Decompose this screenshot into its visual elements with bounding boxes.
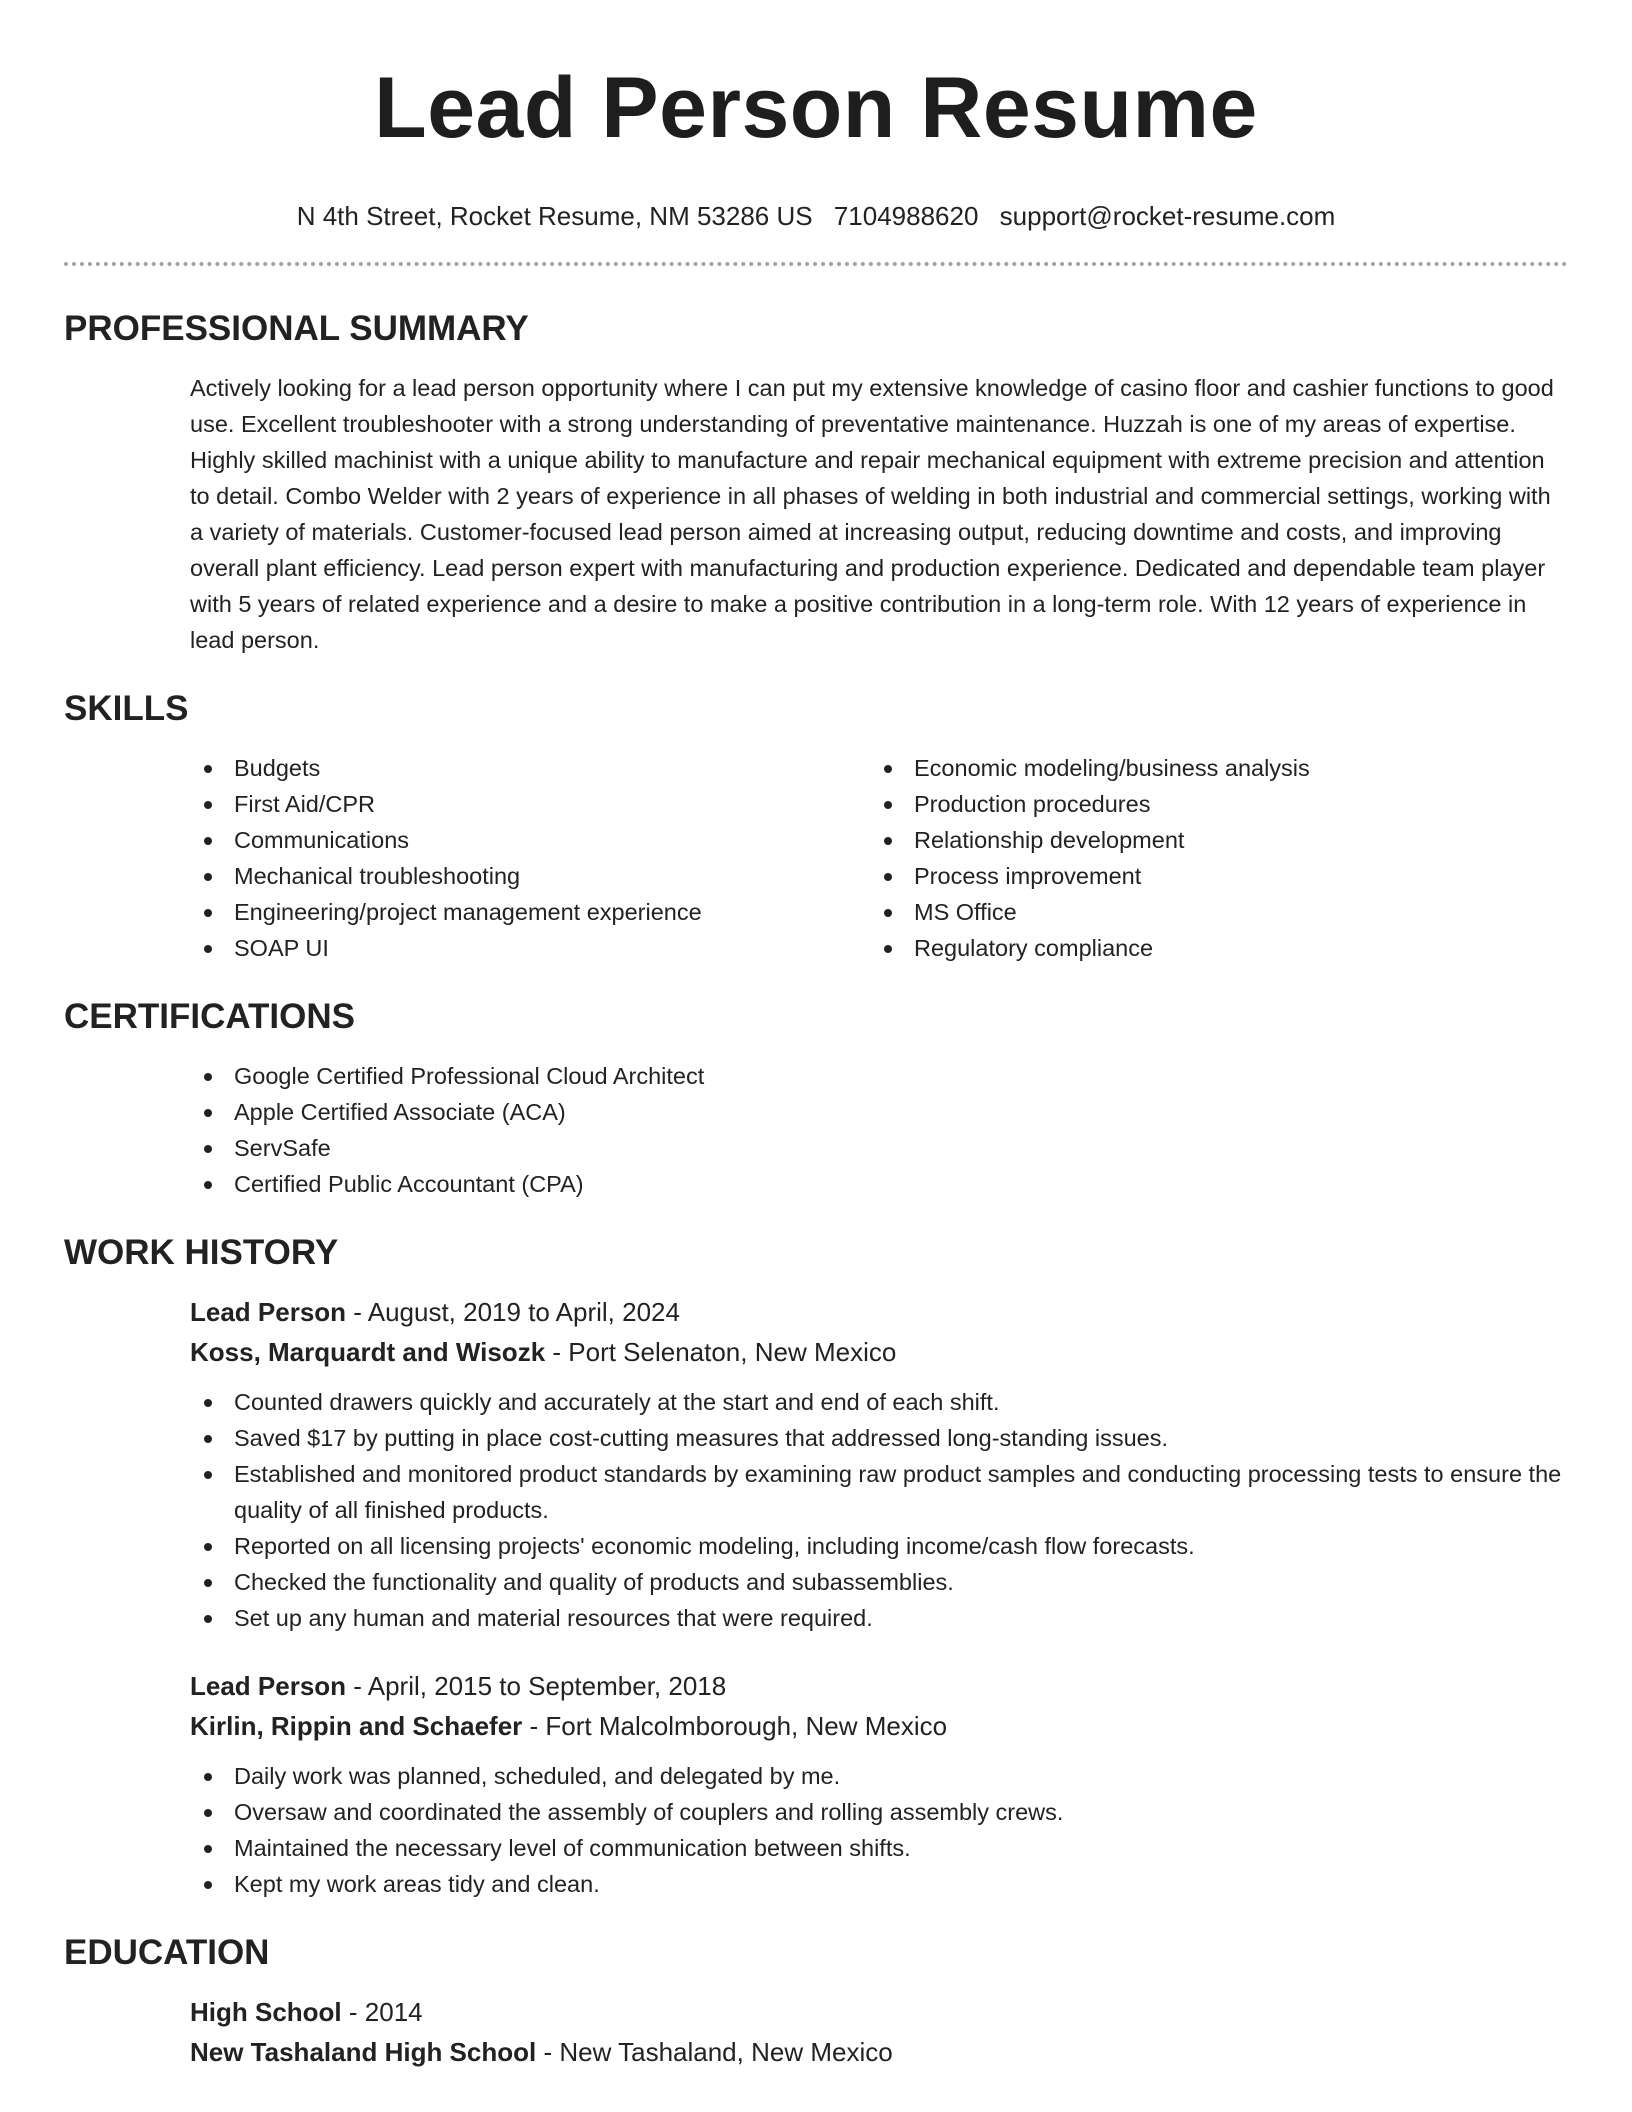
section-title-certifications: CERTIFICATIONS [64, 997, 356, 1036]
skill-item: Process improvement [870, 858, 1550, 894]
job-duty: Oversaw and coordinated the assembly of couplers and rolling assembly crews. [190, 1794, 1568, 1830]
job-title-line [190, 1666, 1568, 1706]
skills-section [190, 750, 1568, 966]
job-company: Koss, Marquardt and Wisozk [190, 1337, 546, 1367]
skill-item: First Aid/CPR [190, 786, 870, 822]
job-duty: Established and monitored product standards by examining raw product samples and conducting processing tests to ensure the quality of all finished products. [190, 1456, 1568, 1528]
job-location: - Port Selenaton, New Mexico [545, 1337, 897, 1367]
skill-item: Engineering/project management experience [190, 894, 870, 930]
header-divider [64, 262, 1568, 266]
skill-item: Regulatory compliance [870, 930, 1550, 966]
skill-item: Budgets [190, 750, 870, 786]
education-year: - 2014 [341, 1997, 423, 2027]
summary-text: Actively looking for a lead person opportunity where I can put my extensive knowledge of casino floor and cashier functions to good use. Excellent troubleshooter with a strong understanding of preventative maintenance. Huzzah is one of my areas of expertise. Highly skilled machinist with a unique ability to manufacture and repair mechanical equipment with extreme precision and attention to detail. Combo Welder with 2 years of experience in all phases of welding in both industrial and commercial settings, working with a variety of materials. Customer-focused lead person aimed at increasing output, reducing downtime and costs, and improving overall plant efficiency. Lead person expert with manufacturing and production experience. Dedicated and dependable team player with 5 years of related experience and a desire to make a positive contribution in a long-term role. With 12 years of experience in lead person. [190, 375, 1554, 653]
job-title: Lead Person [190, 1671, 347, 1701]
job-entry [190, 1666, 1568, 1902]
job-location: - Fort Malcolmborough, New Mexico [522, 1711, 948, 1741]
skill-item: Relationship development [870, 822, 1550, 858]
job-duty: Saved $17 by putting in place cost-cutting measures that addressed long-standing issues. [190, 1420, 1568, 1456]
work-history-section [190, 1292, 1568, 1902]
job-company-line [190, 1706, 1568, 1746]
certification-item: Apple Certified Associate (ACA) [190, 1094, 1568, 1130]
certification-item: Google Certified Professional Cloud Architect [190, 1058, 1568, 1094]
skills-list-right [870, 750, 1550, 966]
job-duties-list [190, 1758, 1568, 1902]
certification-item: Certified Public Accountant (CPA) [190, 1166, 1568, 1202]
job-company: Kirlin, Rippin and Schaefer [190, 1711, 523, 1741]
certifications-list [190, 1058, 1568, 1202]
job-duties-list [190, 1384, 1568, 1636]
summary-section [190, 370, 1568, 658]
job-entry [190, 1292, 1568, 1636]
skill-item: SOAP UI [190, 930, 870, 966]
job-dates: - April, 2015 to September, 2018 [346, 1671, 727, 1701]
education-section [190, 1992, 1568, 2072]
education-school: New Tashaland High School [190, 2037, 537, 2067]
job-duty: Reported on all licensing projects' economic modeling, including income/cash flow forecasts. [190, 1528, 1568, 1564]
skill-item: Production procedures [870, 786, 1550, 822]
section-title-education: EDUCATION [64, 1933, 270, 1972]
skills-list-left [190, 750, 870, 966]
skill-item: Economic modeling/business analysis [870, 750, 1550, 786]
education-school-line [190, 2032, 1568, 2072]
job-title-line [190, 1292, 1568, 1332]
job-duty: Daily work was planned, scheduled, and delegated by me. [190, 1758, 1568, 1794]
page-title: Lead Person Resume [374, 60, 1258, 156]
job-duty: Set up any human and material resources that were required. [190, 1600, 1568, 1636]
job-duty: Checked the functionality and quality of products and subassemblies. [190, 1564, 1568, 1600]
job-company-line [190, 1332, 1568, 1372]
section-title-summary: PROFESSIONAL SUMMARY [64, 309, 529, 348]
job-title: Lead Person [190, 1297, 347, 1327]
education-degree: High School [190, 1997, 342, 2027]
job-duty: Counted drawers quickly and accurately at the start and end of each shift. [190, 1384, 1568, 1420]
contact-email: support@rocket-resume.com [999, 201, 1336, 231]
education-location: - New Tashaland, New Mexico [536, 2037, 893, 2067]
resume-page [64, 0, 1568, 2072]
education-degree-line [190, 1992, 1568, 2032]
contact-address: N 4th Street, Rocket Resume, NM 53286 US [296, 201, 813, 231]
certification-item: ServSafe [190, 1130, 1568, 1166]
job-dates: - August, 2019 to April, 2024 [346, 1297, 680, 1327]
skill-item: MS Office [870, 894, 1550, 930]
section-title-work-history: WORK HISTORY [64, 1233, 339, 1272]
contact-line [64, 200, 1568, 232]
job-duty: Maintained the necessary level of communication between shifts. [190, 1830, 1568, 1866]
skill-item: Communications [190, 822, 870, 858]
certifications-section [190, 1058, 1568, 1202]
section-title-skills: SKILLS [64, 689, 189, 728]
skill-item: Mechanical troubleshooting [190, 858, 870, 894]
job-duty: Kept my work areas tidy and clean. [190, 1866, 1568, 1902]
contact-phone: 7104988620 [833, 201, 979, 231]
